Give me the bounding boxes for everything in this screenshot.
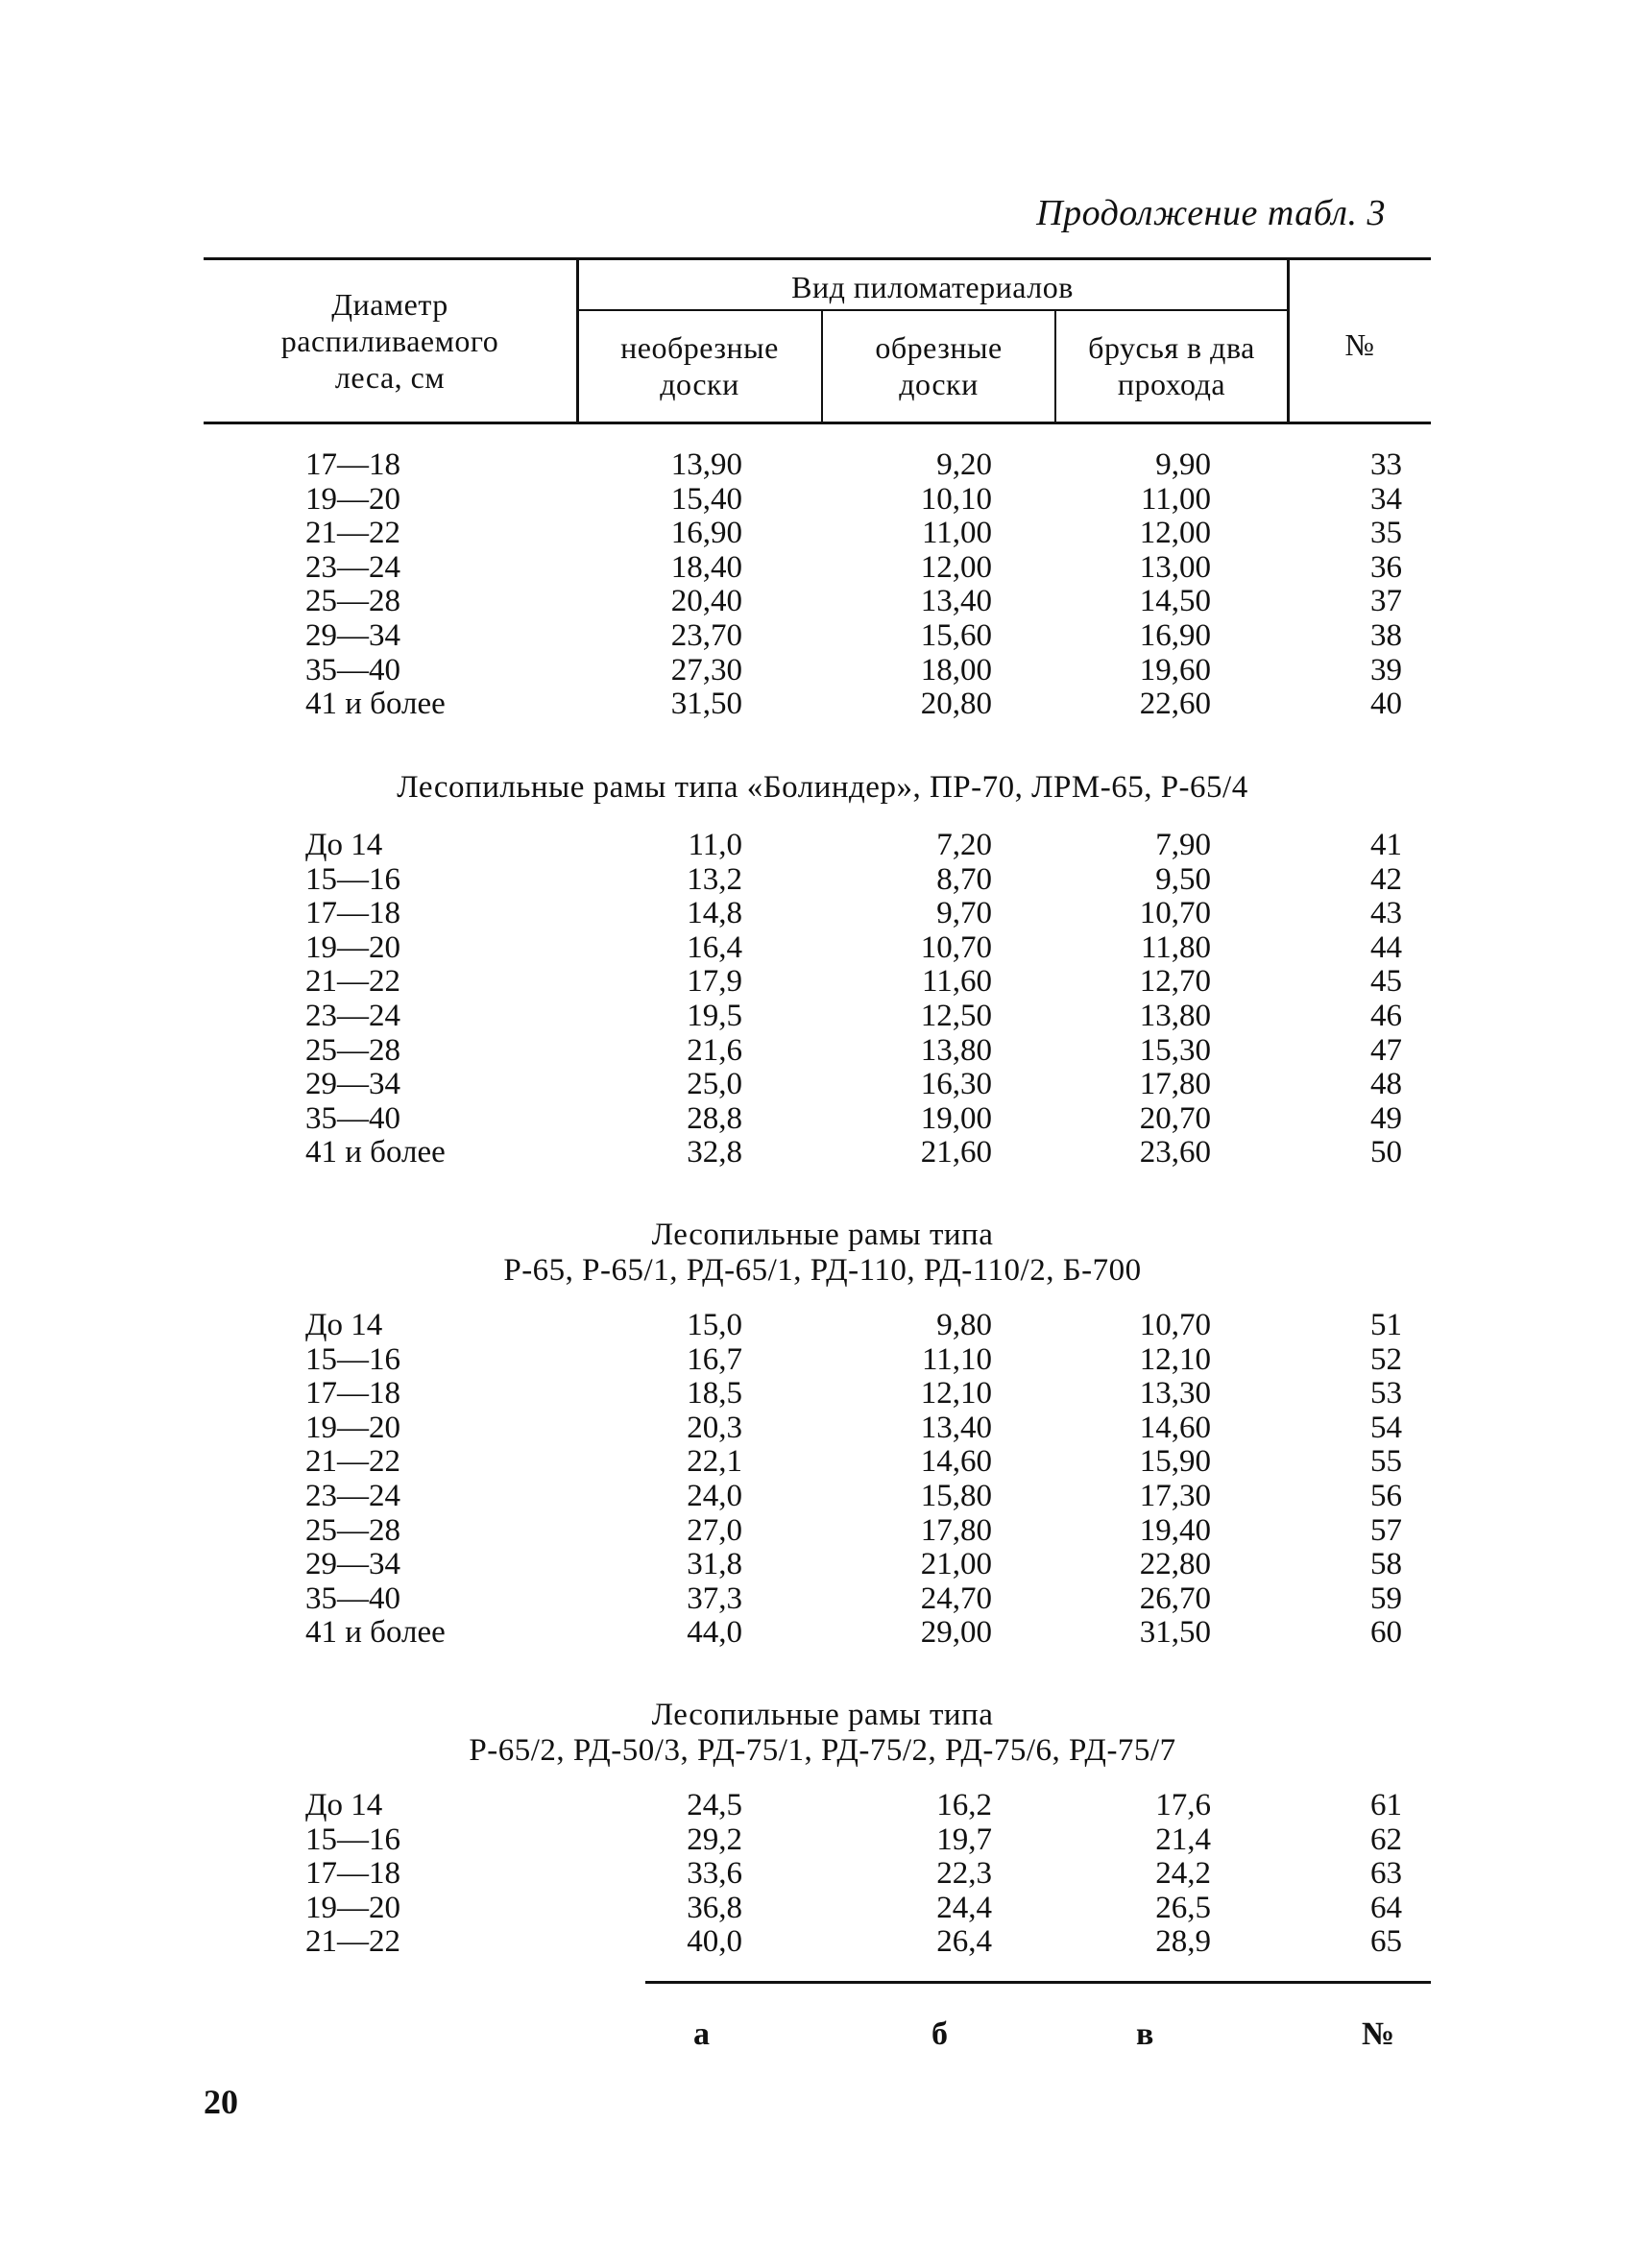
edged-boards-cell: 16,30 [920, 1067, 992, 1102]
row-number-cell: 35 [1370, 516, 1402, 551]
table-row [0, 585, 1645, 619]
beams-cell: 12,70 [1139, 964, 1211, 1000]
table-row [0, 448, 1645, 483]
diameter-cell: 23—24 [305, 998, 400, 1033]
table-row [0, 483, 1645, 518]
unedged-boards-cell: 16,90 [670, 516, 742, 551]
unedged-boards-cell: 25,0 [687, 1067, 742, 1102]
row-number-cell: 51 [1370, 1308, 1402, 1342]
block1-rows [0, 448, 1645, 722]
row-number-cell: 45 [1370, 964, 1402, 1000]
edged-boards-cell: 15,60 [920, 617, 992, 653]
table-row [0, 829, 1645, 863]
beams-cell: 22,60 [1139, 687, 1211, 722]
edged-boards-cell: 12,10 [920, 1376, 992, 1411]
diameter-cell: 19—20 [305, 929, 400, 965]
table-top-rule [204, 257, 1431, 260]
beams-cell: 14,50 [1139, 584, 1211, 619]
beams-cell: 23,60 [1139, 1135, 1211, 1170]
row-number-cell: 52 [1370, 1341, 1402, 1377]
edged-boards-cell: 11,00 [921, 516, 992, 551]
table-row [0, 1102, 1645, 1137]
edged-boards-cell: 18,00 [920, 652, 992, 688]
unedged-boards-cell: 21,6 [687, 1032, 742, 1068]
row-number-cell: 43 [1370, 896, 1402, 931]
row-number-cell: 49 [1370, 1100, 1402, 1136]
section-title-4: Лесопильные рамы типа Р-65/2, РД-50/3, РД-75/1, РД-75/2, РД-75/6, РД-75/7 [469, 1698, 1176, 1768]
unedged-boards-cell: 15,0 [687, 1308, 742, 1342]
table-row [0, 1068, 1645, 1102]
unedged-boards-cell: 33,6 [687, 1856, 742, 1892]
header-col-number: № [1344, 327, 1375, 362]
diameter-cell: 41 и более [305, 687, 446, 722]
table-row [0, 654, 1645, 688]
edged-boards-cell: 12,00 [920, 549, 992, 585]
edged-boards-cell: 9,70 [936, 896, 992, 931]
table-row [0, 1309, 1645, 1343]
beams-cell: 20,70 [1139, 1100, 1211, 1136]
table-row [0, 1616, 1645, 1651]
table-row [0, 1480, 1645, 1514]
unedged-boards-cell: 29,2 [687, 1822, 742, 1857]
table-header-bottom-rule [204, 422, 1431, 424]
beams-cell: 19,60 [1139, 652, 1211, 688]
edged-boards-cell: 19,00 [920, 1100, 992, 1136]
unedged-boards-cell: 18,5 [687, 1376, 742, 1411]
beams-cell: 13,80 [1139, 998, 1211, 1033]
row-number-cell: 56 [1370, 1478, 1402, 1513]
table-row [0, 1411, 1645, 1446]
row-number-cell: 42 [1370, 861, 1402, 897]
edged-boards-cell: 11,10 [921, 1341, 992, 1377]
beams-cell: 17,6 [1155, 1788, 1211, 1822]
row-number-cell: 36 [1370, 549, 1402, 585]
table-row [0, 1034, 1645, 1069]
edged-boards-cell: 13,40 [920, 584, 992, 619]
diameter-cell: 15—16 [305, 1341, 400, 1377]
unedged-boards-cell: 32,8 [687, 1135, 742, 1170]
edged-boards-cell: 16,2 [936, 1788, 992, 1822]
row-number-cell: 38 [1370, 617, 1402, 653]
table-row [0, 1343, 1645, 1378]
row-number-cell: 65 [1370, 1924, 1402, 1960]
row-number-cell: 37 [1370, 584, 1402, 619]
edged-boards-cell: 20,80 [920, 687, 992, 722]
diameter-cell: 25—28 [305, 1512, 400, 1548]
beams-cell: 15,90 [1139, 1444, 1211, 1480]
beams-cell: 26,5 [1155, 1890, 1211, 1925]
diameter-cell: 21—22 [305, 516, 400, 551]
beams-cell: 11,80 [1140, 929, 1211, 965]
beams-cell: 9,90 [1155, 447, 1211, 482]
row-number-cell: 55 [1370, 1444, 1402, 1480]
diameter-cell: 23—24 [305, 549, 400, 585]
block4-rows [0, 1789, 1645, 1960]
unedged-boards-cell: 27,0 [687, 1512, 742, 1548]
row-number-cell: 48 [1370, 1067, 1402, 1102]
beams-cell: 13,30 [1139, 1376, 1211, 1411]
diameter-cell: 19—20 [305, 1890, 400, 1925]
unedged-boards-cell: 19,5 [687, 998, 742, 1033]
edged-boards-cell: 24,4 [936, 1890, 992, 1925]
diameter-cell: 19—20 [305, 481, 400, 517]
unedged-boards-cell: 11,0 [688, 828, 742, 862]
diameter-cell: 17—18 [305, 896, 400, 931]
unedged-boards-cell: 13,90 [670, 447, 742, 482]
beams-cell: 12,10 [1139, 1341, 1211, 1377]
row-number-cell: 33 [1370, 447, 1402, 482]
diameter-cell: До 14 [305, 1308, 383, 1342]
unedged-boards-cell: 40,0 [687, 1924, 742, 1960]
edged-boards-cell: 15,80 [920, 1478, 992, 1513]
beams-cell: 28,9 [1155, 1924, 1211, 1960]
edged-boards-cell: 29,00 [920, 1615, 992, 1651]
table-caption: Продолжение табл. 3 [1036, 193, 1386, 233]
edged-boards-cell: 7,20 [936, 828, 992, 862]
footer-label-v: в [1136, 2016, 1154, 2052]
unedged-boards-cell: 18,40 [670, 549, 742, 585]
unedged-boards-cell: 14,8 [687, 896, 742, 931]
row-number-cell: 46 [1370, 998, 1402, 1033]
row-number-cell: 47 [1370, 1032, 1402, 1068]
row-number-cell: 58 [1370, 1547, 1402, 1582]
diameter-cell: До 14 [305, 1788, 383, 1822]
table-row [0, 1892, 1645, 1926]
unedged-boards-cell: 24,5 [687, 1788, 742, 1822]
header-diameter: Диаметр распиливаемого леса, см [280, 287, 499, 395]
row-number-cell: 44 [1370, 929, 1402, 965]
table-row [0, 517, 1645, 551]
beams-cell: 21,4 [1155, 1822, 1211, 1857]
table-row [0, 1823, 1645, 1858]
table-row [0, 1925, 1645, 1960]
edged-boards-cell: 10,70 [920, 929, 992, 965]
diameter-cell: 29—34 [305, 1547, 400, 1582]
edged-boards-cell: 9,80 [936, 1308, 992, 1342]
footer-label-number: № [1362, 2016, 1395, 2052]
beams-cell: 11,00 [1140, 481, 1211, 517]
unedged-boards-cell: 36,8 [687, 1890, 742, 1925]
row-number-cell: 59 [1370, 1580, 1402, 1616]
edged-boards-cell: 12,50 [920, 998, 992, 1033]
unedged-boards-cell: 22,1 [687, 1444, 742, 1480]
beams-cell: 17,30 [1139, 1478, 1211, 1513]
unedged-boards-cell: 13,2 [687, 861, 742, 897]
diameter-cell: 17—18 [305, 1376, 400, 1411]
diameter-cell: 21—22 [305, 1924, 400, 1960]
diameter-cell: 21—22 [305, 1444, 400, 1480]
beams-cell: 9,50 [1155, 861, 1211, 897]
unedged-boards-cell: 17,9 [687, 964, 742, 1000]
unedged-boards-cell: 31,8 [687, 1547, 742, 1582]
unedged-boards-cell: 27,30 [670, 652, 742, 688]
table-row [0, 1445, 1645, 1480]
row-number-cell: 34 [1370, 481, 1402, 517]
beams-cell: 19,40 [1139, 1512, 1211, 1548]
table-bottom-rule [645, 1981, 1431, 1984]
header-col-b: обрезные доски [875, 330, 1003, 401]
beams-cell: 10,70 [1139, 896, 1211, 931]
row-number-cell: 39 [1370, 652, 1402, 688]
diameter-cell: 35—40 [305, 1580, 400, 1616]
diameter-cell: 41 и более [305, 1615, 446, 1651]
beams-cell: 31,50 [1139, 1615, 1211, 1651]
row-number-cell: 61 [1370, 1788, 1402, 1822]
header-group-label: Вид пиломатериалов [791, 270, 1074, 304]
edged-boards-cell: 13,80 [920, 1032, 992, 1068]
edged-boards-cell: 14,60 [920, 1444, 992, 1480]
unedged-boards-cell: 44,0 [687, 1615, 742, 1651]
diameter-cell: 21—22 [305, 964, 400, 1000]
row-number-cell: 60 [1370, 1615, 1402, 1651]
unedged-boards-cell: 20,3 [687, 1410, 742, 1445]
table-row [0, 1548, 1645, 1582]
diameter-cell: 15—16 [305, 861, 400, 897]
edged-boards-cell: 22,3 [936, 1856, 992, 1892]
table-row [0, 1582, 1645, 1617]
unedged-boards-cell: 20,40 [670, 584, 742, 619]
table-row [0, 863, 1645, 898]
row-number-cell: 57 [1370, 1512, 1402, 1548]
edged-boards-cell: 24,70 [920, 1580, 992, 1616]
diameter-cell: 35—40 [305, 652, 400, 688]
row-number-cell: 54 [1370, 1410, 1402, 1445]
block3-rows [0, 1309, 1645, 1651]
table-row [0, 1000, 1645, 1034]
unedged-boards-cell: 16,7 [687, 1341, 742, 1377]
unedged-boards-cell: 28,8 [687, 1100, 742, 1136]
edged-boards-cell: 13,40 [920, 1410, 992, 1445]
unedged-boards-cell: 31,50 [670, 687, 742, 722]
beams-cell: 13,00 [1139, 549, 1211, 585]
footer-label-a: а [693, 2016, 710, 2052]
beams-cell: 15,30 [1139, 1032, 1211, 1068]
table-row [0, 897, 1645, 931]
row-number-cell: 41 [1370, 828, 1402, 862]
diameter-cell: 23—24 [305, 1478, 400, 1513]
header-col-v: брусья в два прохода [1088, 330, 1255, 401]
table-row [0, 551, 1645, 586]
header-col-a: необрезные доски [620, 330, 779, 401]
unedged-boards-cell: 24,0 [687, 1478, 742, 1513]
diameter-cell: 17—18 [305, 1856, 400, 1892]
beams-cell: 17,80 [1139, 1067, 1211, 1102]
diameter-cell: 25—28 [305, 584, 400, 619]
row-number-cell: 40 [1370, 687, 1402, 722]
diameter-cell: 19—20 [305, 1410, 400, 1445]
diameter-cell: До 14 [305, 828, 383, 862]
beams-cell: 22,80 [1139, 1547, 1211, 1582]
table-row [0, 619, 1645, 654]
section-title-3: Лесопильные рамы типа Р-65, Р-65/1, РД-65/1, РД-110, РД-110/2, Б-700 [503, 1218, 1142, 1288]
unedged-boards-cell: 16,4 [687, 929, 742, 965]
unedged-boards-cell: 37,3 [687, 1580, 742, 1616]
edged-boards-cell: 9,20 [936, 447, 992, 482]
section-title-2: Лесопильные рамы типа «Болиндер», ПР-70, ЛРМ-65, Р-65/4 [397, 770, 1248, 805]
table-row [0, 1136, 1645, 1170]
edged-boards-cell: 26,4 [936, 1924, 992, 1960]
row-number-cell: 63 [1370, 1856, 1402, 1892]
footer-label-b: б [931, 2016, 948, 2052]
diameter-cell: 17—18 [305, 447, 400, 482]
edged-boards-cell: 8,70 [936, 861, 992, 897]
block2-rows [0, 829, 1645, 1170]
table-row [0, 1377, 1645, 1411]
diameter-cell: 29—34 [305, 617, 400, 653]
beams-cell: 10,70 [1139, 1308, 1211, 1342]
diameter-cell: 29—34 [305, 1067, 400, 1102]
table-row [0, 1789, 1645, 1823]
table-row [0, 688, 1645, 722]
edged-boards-cell: 19,7 [936, 1822, 992, 1857]
beams-cell: 14,60 [1139, 1410, 1211, 1445]
table-row [0, 1514, 1645, 1549]
beams-cell: 12,00 [1139, 516, 1211, 551]
edged-boards-cell: 10,10 [920, 481, 992, 517]
diameter-cell: 25—28 [305, 1032, 400, 1068]
page-number: 20 [204, 2083, 238, 2121]
row-number-cell: 64 [1370, 1890, 1402, 1925]
unedged-boards-cell: 15,40 [670, 481, 742, 517]
table-row [0, 931, 1645, 966]
row-number-cell: 50 [1370, 1135, 1402, 1170]
edged-boards-cell: 11,60 [921, 964, 992, 1000]
beams-cell: 7,90 [1155, 828, 1211, 862]
edged-boards-cell: 21,00 [920, 1547, 992, 1582]
diameter-cell: 41 и более [305, 1135, 446, 1170]
beams-cell: 24,2 [1155, 1856, 1211, 1892]
unedged-boards-cell: 23,70 [670, 617, 742, 653]
edged-boards-cell: 21,60 [920, 1135, 992, 1170]
diameter-cell: 15—16 [305, 1822, 400, 1857]
row-number-cell: 53 [1370, 1376, 1402, 1411]
group-rule [578, 309, 1287, 311]
beams-cell: 26,70 [1139, 1580, 1211, 1616]
edged-boards-cell: 17,80 [920, 1512, 992, 1548]
diameter-cell: 35—40 [305, 1100, 400, 1136]
beams-cell: 16,90 [1139, 617, 1211, 653]
row-number-cell: 62 [1370, 1822, 1402, 1857]
table-row [0, 965, 1645, 1000]
table-row [0, 1857, 1645, 1892]
